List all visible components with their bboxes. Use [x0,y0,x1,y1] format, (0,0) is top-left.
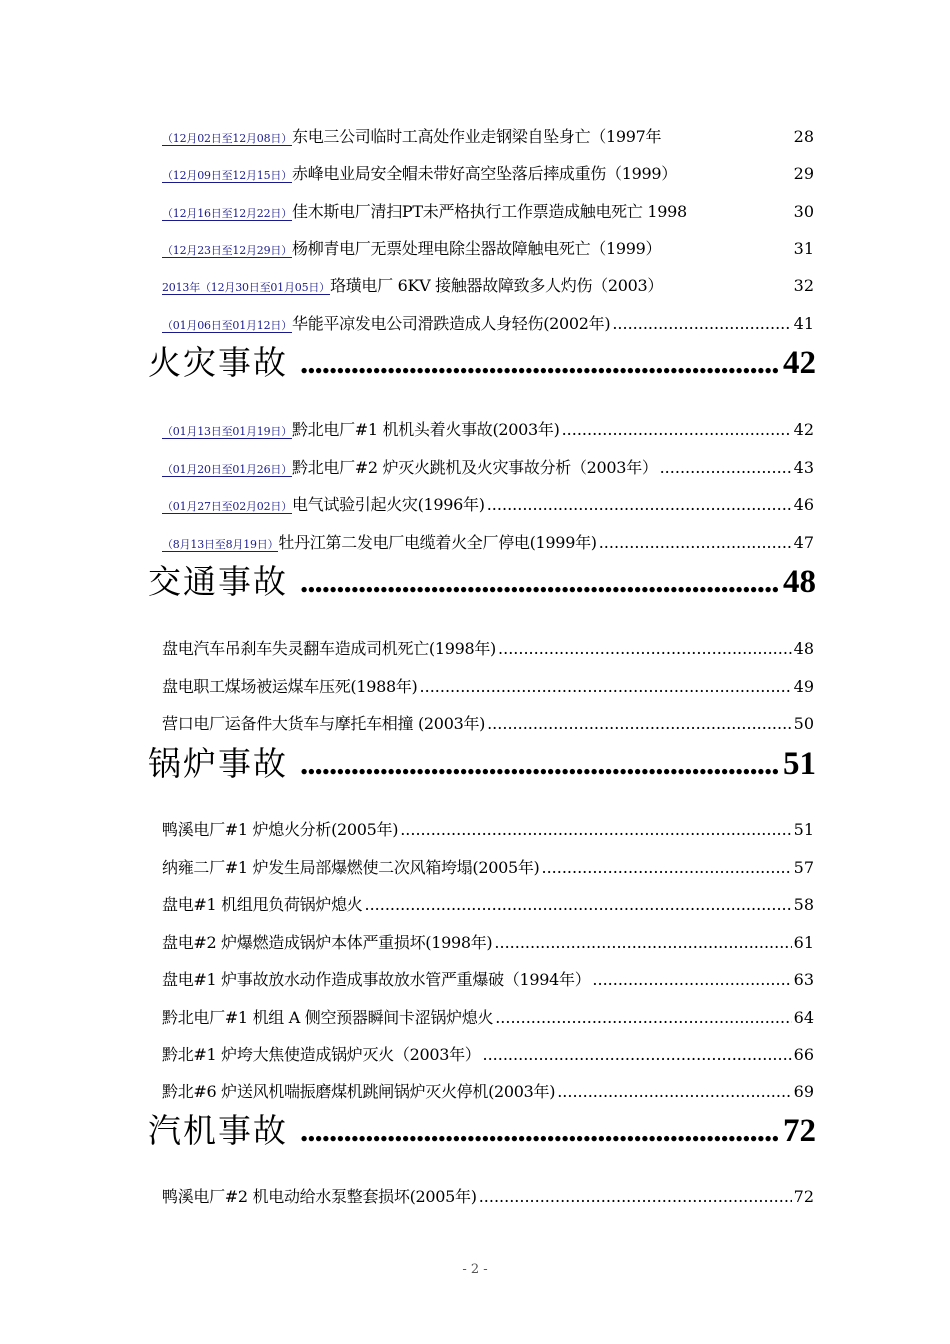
toc-entry[interactable] [162,416,814,440]
toc-entry-title: 盘电职工煤场被运煤车压死(1988年) [162,677,418,696]
dot-leader [487,714,792,734]
toc-entry-page: 29 [793,164,814,183]
toc-entry-title: 鸭溪电厂#2 机电动给水泵整套损坏(2005年) [162,1187,477,1206]
toc-entry[interactable] [162,123,814,147]
toc-entry-title: 赤峰电业局安全帽未带好高空坠落后摔成重伤（1999） [292,164,677,183]
section-title: 锅炉事故 [148,744,288,783]
dot-leader [420,677,792,697]
toc-entry-page: 64 [793,1008,814,1027]
toc-entry-date-link[interactable]: （12月16日至12月22日） [162,207,292,220]
toc-entry[interactable] [162,673,814,697]
toc-entry[interactable] [162,966,814,990]
toc-entry-title: 电气试验引起火灾(1996年) [292,495,485,514]
toc-entry-title: 纳雍二厂#1 炉发生局部爆燃使二次风箱垮塌(2005年) [162,858,540,877]
toc-entry-title: 华能平凉发电公司滑跌造成人身轻伤(2002年) [292,314,611,333]
toc-entry-date-link[interactable]: （01月27日至02月02日） [162,500,292,513]
dot-leader [400,820,791,840]
section-title: 交通事故 [148,562,288,601]
toc-entry[interactable] [162,310,814,334]
toc-entry-title: 珞璜电厂 6KV 接触器故障致多人灼伤（2003） [329,276,664,295]
toc-entry-title: 盘电#1 机组甩负荷锅炉熄火 [162,895,363,914]
toc-entry-page: 57 [793,858,814,877]
toc-entry[interactable] [162,1078,814,1102]
section-page: 51 [783,746,816,782]
toc-entry-date-link[interactable]: （01月13日至01月19日） [162,425,292,438]
dot-leader [300,1111,779,1151]
dot-leader [300,562,779,602]
toc-entry-page: 48 [793,639,814,658]
toc-entry-title: 佳木斯电厂清扫PT未严格执行工作票造成触电死亡 1998 [292,202,687,221]
section-heading-fire[interactable] [148,339,816,383]
toc-entry-title: 盘电汽车吊刹车失灵翻车造成司机死亡(1998年) [162,639,497,658]
toc-entry-date-link[interactable]: （12月23日至12月29日） [162,244,292,257]
toc-entry-page: 43 [793,458,814,477]
dot-leader [364,895,791,915]
toc-entry-title: 盘电#2 炉爆燃造成锅炉本体严重损坏(1998年) [162,933,493,952]
dot-leader [300,343,779,383]
section-page: 42 [783,345,816,381]
toc-entry-title: 盘电#1 炉事故放水动作造成事故放水管严重爆破（1994年） [162,970,591,989]
toc-entry-page: 58 [793,895,814,914]
toc-entry[interactable] [162,635,814,659]
dot-leader [483,1045,792,1065]
toc-entry[interactable] [162,891,814,915]
dot-leader [487,495,792,515]
toc-entry-page: 30 [793,202,814,221]
section-heading-traffic[interactable] [148,558,816,602]
toc-entry[interactable] [162,160,814,184]
dot-leader [660,458,792,478]
toc-entry-title: 黔北电厂#1 机机头着火事故(2003年) [292,420,560,439]
toc-entry[interactable] [162,854,814,878]
toc-entry-page: 66 [793,1045,814,1064]
toc-entry-page: 47 [793,533,814,552]
toc-entry[interactable] [162,198,814,222]
toc-entry[interactable] [162,454,814,478]
toc-entry-page: 50 [793,714,814,733]
toc-entry[interactable] [162,1183,814,1207]
toc-entry[interactable] [162,491,814,515]
toc-entry[interactable] [162,1041,814,1065]
section-title: 火灾事故 [148,343,288,382]
toc-entry[interactable] [162,1004,814,1028]
toc-entry-title: 牡丹江第二发电厂电缆着火全厂停电(1999年) [278,533,597,552]
dot-leader [592,970,791,990]
toc-entry[interactable] [162,529,814,553]
toc-entry-date-link[interactable]: 2013年（12月30日至01月05日） [162,281,330,294]
toc-entry-page: 49 [793,677,814,696]
toc-entry-page: 69 [793,1082,814,1101]
toc-entry-title: 黔北#6 炉送风机喘振磨煤机跳闸锅炉灭火停机(2003年) [162,1082,556,1101]
toc-entry-page: 51 [793,820,814,839]
toc-entry-date-link[interactable]: （01月06日至01月12日） [162,319,292,332]
toc-entry-date-link[interactable]: （8月13日至8月19日） [162,538,279,551]
toc-entry-page: 28 [793,127,814,146]
toc-entry-title: 杨柳青电厂无票处理电除尘器故障触电死亡（1999） [292,239,662,258]
dot-leader [495,1008,791,1028]
dot-leader [612,314,791,334]
section-page: 72 [783,1113,816,1149]
toc-entry-title: 鸭溪电厂#1 炉熄火分析(2005年) [162,820,399,839]
toc-entry-title: 营口电厂运备件大货车与摩托车相撞 (2003年) [162,714,486,733]
toc-entry-title: 黔北电厂#2 炉灭火跳机及火灾事故分析（2003年） [292,458,658,477]
section-page: 48 [783,564,816,600]
toc-entry-date-link[interactable]: （12月02日至12月08日） [162,132,292,145]
toc-entry[interactable] [162,710,814,734]
toc-entry-title: 黔北电厂#1 机组 A 侧空预器瞬间卡涩锅炉熄火 [162,1008,494,1027]
dot-leader [479,1187,792,1207]
toc-entry-page: 42 [793,420,814,439]
dot-leader [562,420,792,440]
toc-entry-date-link[interactable]: （12月09日至12月15日） [162,169,292,182]
toc-entry[interactable] [162,235,814,259]
toc-entry-page: 72 [793,1187,814,1206]
dot-leader [494,933,791,953]
section-heading-turbine[interactable] [148,1107,816,1151]
toc-entry[interactable] [162,272,814,296]
toc-entry-page: 41 [793,314,814,333]
toc-entry[interactable] [162,816,814,840]
section-title: 汽机事故 [148,1111,288,1150]
section-heading-boiler[interactable] [148,740,816,784]
toc-entry-page: 31 [793,239,814,258]
dot-leader [498,639,792,659]
toc-entry-date-link[interactable]: （01月20日至01月26日） [162,463,292,476]
dot-leader [599,533,792,553]
toc-entry[interactable] [162,929,814,953]
dot-leader [300,744,779,784]
dot-leader [541,858,791,878]
toc-entry-page: 32 [793,276,814,295]
toc-entry-title: 黔北#1 炉垮大焦使造成锅炉灭火（2003年） [162,1045,481,1064]
toc-entry-page: 46 [793,495,814,514]
toc-entry-title: 东电三公司临时工高处作业走钢梁自坠身亡（1997年 [292,127,662,146]
dot-leader [557,1082,791,1102]
toc-entry-page: 61 [793,933,814,952]
toc-entry-page: 63 [793,970,814,989]
page-number-footer: - 2 - [462,1262,488,1277]
